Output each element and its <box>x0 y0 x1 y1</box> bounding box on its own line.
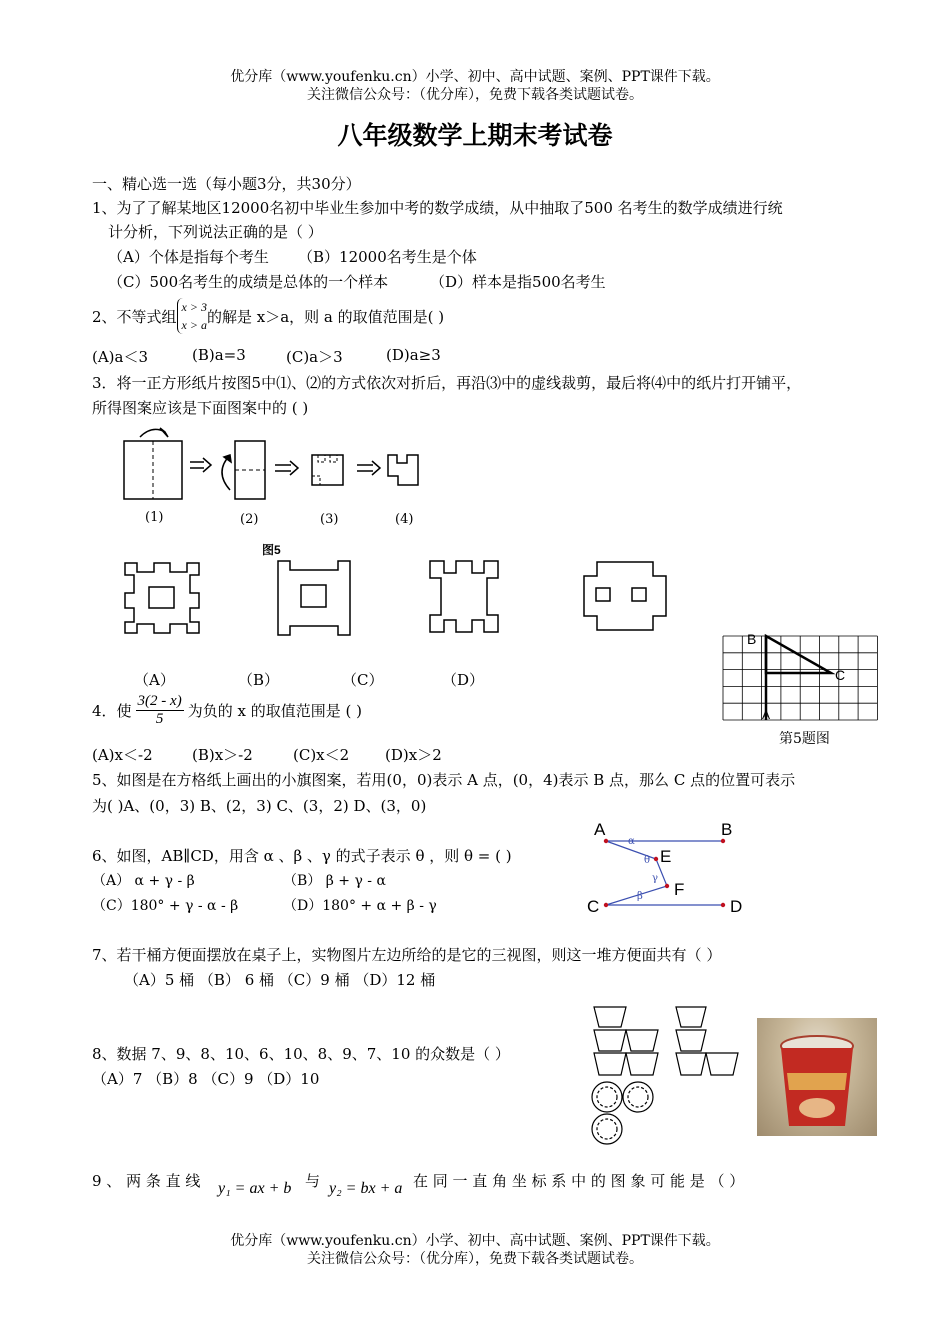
q6-angle-theta: θ <box>644 855 651 866</box>
q6-stem: 6、如图，AB∥CD，用含 α 、β 、γ 的式子表示 θ ，则 θ = ( ) <box>92 847 512 865</box>
q4-suffix: 为负的 x 的取值范围是 ( ) <box>187 702 362 720</box>
q3-step-2-label: (2) <box>240 512 259 527</box>
q6-option-d: （D）180° + α + β - γ <box>283 898 437 914</box>
header-line-2: 关注微信公众号：（优分库），免费下载各类试题试卷。 <box>307 87 643 103</box>
q2-option-a: (A)a＜3 <box>92 348 149 366</box>
q6-option-b: （B） β + γ - α <box>283 873 386 889</box>
q6-label-c: C <box>587 897 600 916</box>
q6-angle-gamma: γ <box>652 873 658 884</box>
q3-answer-b: （B） <box>238 671 280 689</box>
header-line-1: 优分库（www.youfenku.cn）小学、初中、高中试题、案例、PPT课件下载。 <box>230 69 720 85</box>
grid-label-a: A <box>762 708 771 722</box>
top-cup-1-inner <box>597 1087 617 1107</box>
front-cup-mid-right <box>626 1030 658 1051</box>
q6-label-f: F <box>674 880 685 899</box>
q7-options: （A）5 桶 （B） 6 桶 （C）9 桶 （D）12 桶 <box>124 971 436 989</box>
q5-line-2: 为( )A、(0，3) B、(2，3) C、(3，2) D、(3，0) <box>92 797 427 815</box>
q4-denominator: 5 <box>155 711 164 727</box>
grid-caption: 第5题图 <box>779 731 830 747</box>
q4-prefix: 4．使 <box>92 702 132 720</box>
q4-numerator: 3(2 - x) <box>137 693 182 709</box>
top-cup-3-inner <box>597 1119 617 1139</box>
q9-connector: 与 <box>305 1172 321 1190</box>
q3-step-1-label: (1) <box>145 510 164 525</box>
q6-option-c: （C）180° + γ - α - β <box>92 898 239 914</box>
cup-label-band <box>787 1073 847 1090</box>
cup-label-food <box>799 1098 835 1118</box>
q3-answer-d: （D） <box>442 671 485 689</box>
q4-option-b: (B)x＞-2 <box>192 746 253 764</box>
side-cup-top <box>676 1007 706 1027</box>
q3-answer-c: （C） <box>342 671 384 689</box>
noodle-cup-illustration <box>757 1018 877 1136</box>
front-cup-top <box>594 1007 626 1027</box>
q1-option-c: （C）500名考生的成绩是总体的一个样本 <box>108 273 389 291</box>
q6-angle-beta: β <box>637 891 643 902</box>
q3-line-1: 3．将一正方形纸片按图5中⑴、⑵的方式依次对折后，再沿⑶中的虚线裁剪，最后将⑷中的纸片打开铺平， <box>92 374 802 392</box>
noodle-cup-photo <box>757 1018 877 1136</box>
q6-label-b: B <box>721 820 733 839</box>
q7-stem: 7、若干桶方便面摆放在桌子上，实物图片左边所给的是它的三视图，则这一堆方便面共有（ ） <box>92 946 722 964</box>
q3-answer-a: （A） <box>134 671 175 689</box>
q2-prefix: 2、不等式组 <box>92 307 177 326</box>
q3-step-4-label: (4) <box>395 512 414 527</box>
top-cup-2-inner <box>628 1087 648 1107</box>
q8-stem: 8、数据 7、9、8、10、6、10、8、9、7、10 的众数是（ ） <box>92 1045 510 1063</box>
q4-option-d: (D)x＞2 <box>385 746 442 764</box>
q1-option-d: （D）样本是指500名考生 <box>430 273 606 291</box>
page-title: 八年级数学上期末考试卷 <box>337 121 613 150</box>
q9-equation-2: y₂ = bx + a <box>329 1180 403 1197</box>
footer-line-1: 优分库（www.youfenku.cn）小学、初中、高中试题、案例、PPT课件下载。 <box>230 1233 720 1249</box>
side-cup-mid <box>676 1030 706 1051</box>
q5-line-1: 5、如图是在方格纸上画出的小旗图案，若用(0，0)表示 A 点，(0，4)表示 B 点，那么 C 点的位置可表示 <box>92 771 796 789</box>
q2-inequality-1: x > 3 <box>181 300 207 314</box>
q6-angle-alpha: α <box>628 836 635 847</box>
q1-option-a: （A）个体是指每个考生 <box>108 248 269 266</box>
q3-step-3-label: (3) <box>320 512 339 527</box>
q9-prefix: 9 、 两 条 直 线 <box>92 1172 201 1190</box>
side-cup-bot-right <box>706 1053 738 1075</box>
q4-option-a: (A)x＜-2 <box>92 746 153 764</box>
q3-figure-label: 图5 <box>262 543 281 557</box>
q6-label-a: A <box>594 820 606 839</box>
q9-suffix: 在 同 一 直 角 坐 标 系 中 的 图 象 可 能 是 （ ） <box>413 1172 745 1190</box>
grid-label-b: B <box>747 631 757 647</box>
q9-equation-1: y₁ = ax + b <box>218 1180 292 1197</box>
front-cup-bot-left <box>594 1053 626 1075</box>
q6-label-e: E <box>660 847 672 866</box>
section-heading: 一、精心选一选（每小题3分，共30分） <box>92 175 361 193</box>
q2-option-c: (C)a＞3 <box>286 348 343 366</box>
side-cup-bot-left <box>676 1053 706 1075</box>
q2-option-d: (D)a≥3 <box>386 346 441 364</box>
q1-option-b: （B）12000名考生是个体 <box>298 248 477 266</box>
q2-option-b: (B)a=3 <box>192 346 246 364</box>
front-cup-mid-left <box>594 1030 626 1051</box>
q1-line-2: 计分析，下列说法正确的是（ ） <box>108 223 323 241</box>
q6-label-d: D <box>730 897 743 916</box>
q2-suffix: 的解是 x＞a，则 a 的取值范围是( ) <box>206 307 445 326</box>
q2-inequality-2: x > a <box>181 318 207 332</box>
q8-options: （A）7 （B）8 （C）9 （D）10 <box>92 1070 320 1088</box>
q1-line-1: 1、为了了解某地区12000名初中毕业生参加中考的数学成绩，从中抽取了500 名考生的数学成绩进行统 <box>92 199 783 217</box>
q3-line-2: 所得图案应该是下面图案中的 ( ) <box>92 399 309 417</box>
footer-line-2: 关注微信公众号：（优分库），免费下载各类试题试卷。 <box>307 1251 643 1267</box>
grid-label-c: C <box>835 667 846 683</box>
q4-option-c: (C)x＜2 <box>293 746 350 764</box>
q6-option-a: （A） α + γ - β <box>92 873 195 889</box>
front-cup-bot-right <box>626 1053 658 1075</box>
